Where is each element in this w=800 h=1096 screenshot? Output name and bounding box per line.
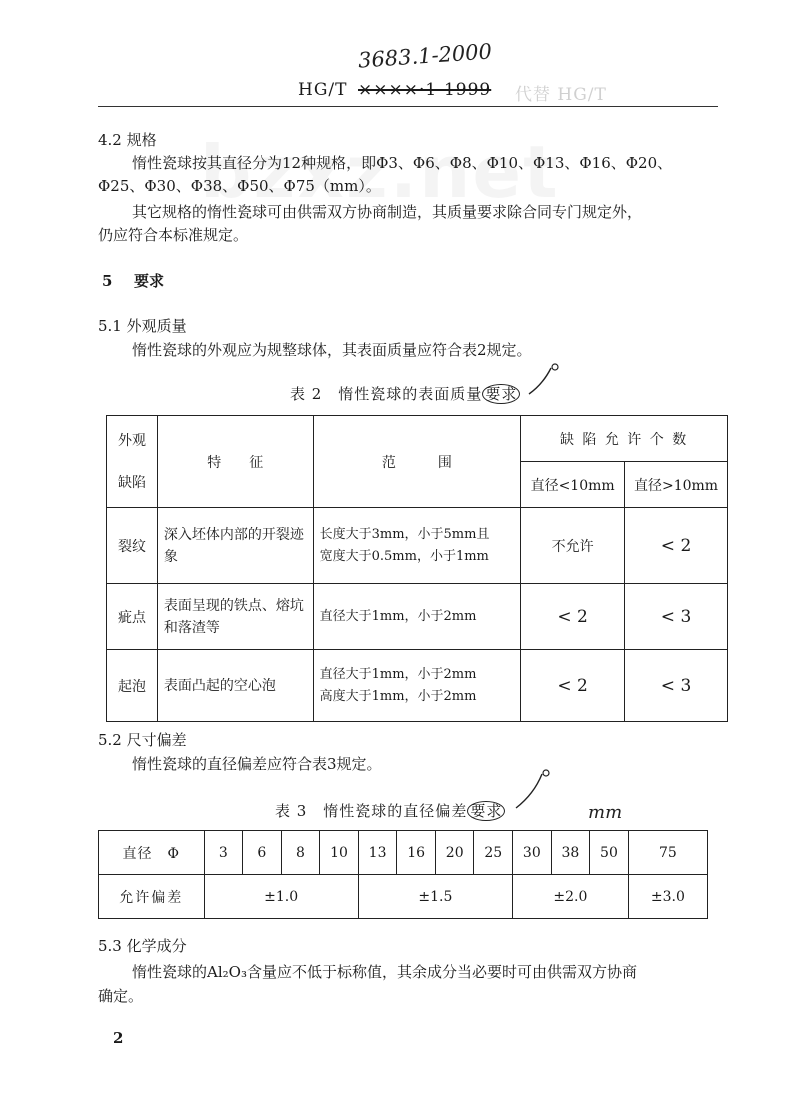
table-2-small-count: 不允许 xyxy=(521,508,625,584)
table-row xyxy=(107,508,728,584)
table-2-defect: 起泡 xyxy=(107,650,158,722)
section-4-2-para1-line2: Φ25、Φ30、Φ38、Φ50、Φ75（mm）。 xyxy=(98,177,381,195)
header-struck-code: ××××·1-1999 xyxy=(358,80,492,100)
table-3-caption-pen-mark xyxy=(512,768,556,812)
section-5-2-heading: 5.2 尺寸偏差 xyxy=(98,731,187,749)
header-standard-prefix: HG/T xyxy=(298,80,348,100)
table-2-defect: 裂纹 xyxy=(107,508,158,584)
section-4-2-heading: 4.2 规格 xyxy=(98,131,157,149)
page-number: 2 xyxy=(113,1029,124,1047)
table-2-large-count: < 3 xyxy=(625,584,728,650)
section-5-3-heading: 5.3 化学成分 xyxy=(98,937,187,955)
table-2-range-line2: 高度大于1mm，小于2mm xyxy=(319,688,477,704)
table-3-tolerance: ±2.0 xyxy=(513,875,629,919)
table-2-feature: 深入坯体内部的开裂迹象 xyxy=(157,508,313,584)
table-3-unit: mm xyxy=(588,802,623,823)
table-2-feature: 表面凸起的空心泡 xyxy=(157,650,313,722)
section-5-number: 5 xyxy=(102,272,113,290)
table-2-caption-circled: 要求 xyxy=(482,384,520,404)
table-row xyxy=(107,584,728,650)
header-rule xyxy=(98,106,718,107)
table-row xyxy=(107,650,728,722)
handwritten-standard-code: 3683.1-2000 xyxy=(357,39,493,73)
table-2-large-count: < 3 xyxy=(625,650,728,722)
table-2-caption-pen-mark xyxy=(525,362,565,398)
table-2-feature: 表面呈现的铁点、熔坑和落渣等 xyxy=(157,584,313,650)
table-2-range-line1: 直径大于1mm，小于2mm xyxy=(319,608,477,624)
section-4-2-para2-line2: 仍应符合本标准规定。 xyxy=(98,226,249,244)
section-5-1-text: 惰性瓷球的外观应为规整球体，其表面质量应符合表2规定。 xyxy=(132,341,532,359)
section-5-2-text: 惰性瓷球的直径偏差应符合表3规定。 xyxy=(132,755,382,773)
table-3-diameter-value: 10 xyxy=(320,831,359,875)
table-2-range-line1: 长度大于3mm，小于5mm且 xyxy=(319,526,490,542)
table-2-small-count: < 2 xyxy=(521,584,625,650)
table-2 xyxy=(106,415,728,722)
table-3 xyxy=(98,830,708,919)
table-3-caption xyxy=(275,800,505,821)
table-2-defect: 疵点 xyxy=(107,584,158,650)
table-3-diameter-label: 直径 Φ xyxy=(99,831,205,875)
table-2-range xyxy=(313,508,521,584)
table-2-header-allowed-count: 缺 陷 允 许 个 数 xyxy=(521,416,728,462)
table-2-header-large: 直径>10mm xyxy=(625,462,728,508)
table-3-diameter-value: 3 xyxy=(204,831,243,875)
table-3-diameter-value: 30 xyxy=(513,831,552,875)
section-5-3-line1: 惰性瓷球的Al₂O₃含量应不低于标称值，其余成分当必要时可由供需双方协商 xyxy=(132,963,637,981)
table-2-range xyxy=(313,584,521,650)
table-3-tolerance-label: 允许偏差 xyxy=(99,875,205,919)
table-3-caption-text: 表 3 惰性瓷球的直径偏差 xyxy=(275,802,468,820)
table-2-large-count: < 2 xyxy=(625,508,728,584)
table-3-caption-circled: 要求 xyxy=(467,801,505,821)
table-2-header-defect xyxy=(107,416,158,508)
table-3-diameter-value: 20 xyxy=(435,831,474,875)
table-2-header-feature: 特 征 xyxy=(157,416,313,508)
table-2-header-defect-line2: 缺陷 xyxy=(117,474,146,491)
section-4-2-para2-line1: 其它规格的惰性瓷球可由供需双方协商制造，其质量要求除合同专门规定外， xyxy=(132,203,643,221)
table-2-caption-text: 表 2 惰性瓷球的表面质量 xyxy=(290,385,483,403)
section-5-title: 要求 xyxy=(134,272,165,290)
table-3-tolerance: ±1.5 xyxy=(358,875,512,919)
section-5-3-line2: 确定。 xyxy=(98,987,144,1005)
section-5-1-heading: 5.1 外观质量 xyxy=(98,317,187,335)
table-3-tolerance: ±3.0 xyxy=(628,875,707,919)
table-3-diameter-value: 50 xyxy=(590,831,629,875)
section-4-2-para1-line1: 惰性瓷球按其直径分为12种规格，即Φ3、Φ6、Φ8、Φ10、Φ13、Φ16、Φ20、 xyxy=(132,154,673,172)
table-2-header-small: 直径<10mm xyxy=(521,462,625,508)
table-3-diameter-value: 75 xyxy=(628,831,707,875)
table-2-range-line1: 直径大于1mm，小于2mm xyxy=(319,666,477,682)
table-3-diameter-value: 13 xyxy=(358,831,397,875)
table-2-range xyxy=(313,650,521,722)
table-2-header-range: 范 围 xyxy=(313,416,521,508)
table-3-diameter-row xyxy=(99,831,708,875)
table-2-range-line2: 宽度大于0.5mm，小于1mm xyxy=(319,548,489,564)
header-faint-text: 代替 HG/T xyxy=(515,85,607,105)
table-2-small-count: < 2 xyxy=(521,650,625,722)
table-3-diameter-value: 38 xyxy=(551,831,590,875)
table-3-tolerance: ±1.0 xyxy=(204,875,358,919)
table-3-diameter-value: 8 xyxy=(281,831,320,875)
table-2-caption xyxy=(290,383,520,404)
table-3-diameter-value: 16 xyxy=(397,831,436,875)
table-3-tolerance-row xyxy=(99,875,708,919)
table-3-diameter-value: 6 xyxy=(243,831,282,875)
table-3-diameter-value: 25 xyxy=(474,831,513,875)
table-2-header-defect-line1: 外观 xyxy=(117,432,146,449)
